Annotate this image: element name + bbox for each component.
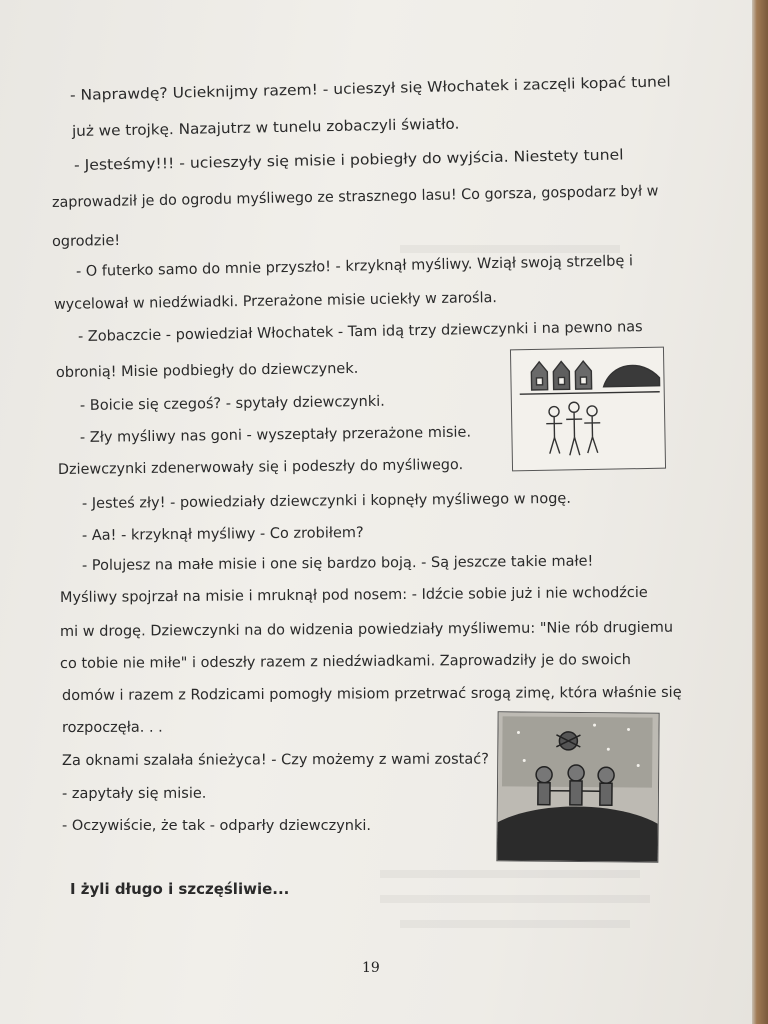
story-line: Myśliwy spojrzał na misie i mruknął pod nosem: - Idźcie sobie już i nie wchodźcie	[59, 584, 648, 606]
story-line: - Oczywiście, że tak - odparły dziewczynki.	[62, 818, 372, 834]
story-line: Dziewczynki zdenerwowały się i podeszły do myśliwego.	[57, 457, 464, 478]
story-line: obronią! Misie podbiegły do dziewczynek.	[55, 360, 359, 381]
page-number: 19	[362, 960, 380, 976]
story-line: - Zobaczcie - powiedział Włochatek - Tam idą trzy dziewczynki i na pewno nas	[77, 319, 643, 345]
story-line: ogrodzie!	[51, 232, 121, 250]
illustration-girls	[510, 347, 666, 472]
story-line: - zapytały się misie.	[61, 785, 207, 802]
story-line: zaprowadził je do ogrodu myśliwego ze strasznego lasu! Co gorsza, gospodarz był w	[51, 183, 659, 211]
story-line: domów i razem z Rodzicami pomogły misiom przetrwać srogą zimę, która właśnie się	[61, 684, 682, 704]
story-line: rozpoczęła. . .	[61, 719, 163, 736]
illustration-bears	[496, 711, 659, 862]
story-line: co tobie nie miłe" i odeszły razem z niedźwiadkami. Zaprowadziły je do swoich	[59, 652, 631, 672]
story-ending: I żyli długo i szczęśliwie...	[70, 880, 290, 898]
story-line: mi w drogę. Dziewczynki na do widzenia powiedziały myśliwemu: "Nie rób drugiemu	[59, 619, 674, 640]
story-line: - Aa! - krzyknął myśliwy - Co zrobiłem?	[81, 525, 364, 544]
story-line: - Boicie się czegoś? - spytały dziewczynki.	[79, 393, 385, 414]
story-line: - Jesteśmy!!! - ucieszyły się misie i pobiegły do wyjścia. Niestety tunel	[73, 147, 624, 174]
story-line: - O futerko samo do mnie przyszło! - krzyknął myśliwy. Wziął swoją strzelbę i	[75, 253, 634, 280]
story-line: Za oknami szalała śnieżyca! - Czy możemy z wami zostać?	[61, 751, 489, 769]
book-edge	[752, 0, 768, 1024]
story-line: - Jesteś zły! - powiedziały dziewczynki i kopnęły myśliwego w nogę.	[81, 490, 571, 512]
story-line: wycelował w niedźwiadki. Przerażone misie uciekły w zarośla.	[53, 290, 498, 313]
girls-drawing-icon	[511, 348, 665, 471]
story-line: - Naprawdę? Ucieknijmy razem! - ucieszył się Włochatek i zaczęli kopać tunel	[69, 74, 671, 104]
story-line: - Polujesz na małe misie i one się bardzo boją. - Są jeszcze takie małe!	[81, 553, 594, 574]
story-line: już we trojkę. Nazajutrz w tunelu zobaczyli światło.	[71, 116, 460, 140]
story-line: - Zły myśliwy nas goni - wyszeptały przerażone misie.	[79, 424, 472, 446]
bears-drawing-icon	[497, 712, 658, 861]
